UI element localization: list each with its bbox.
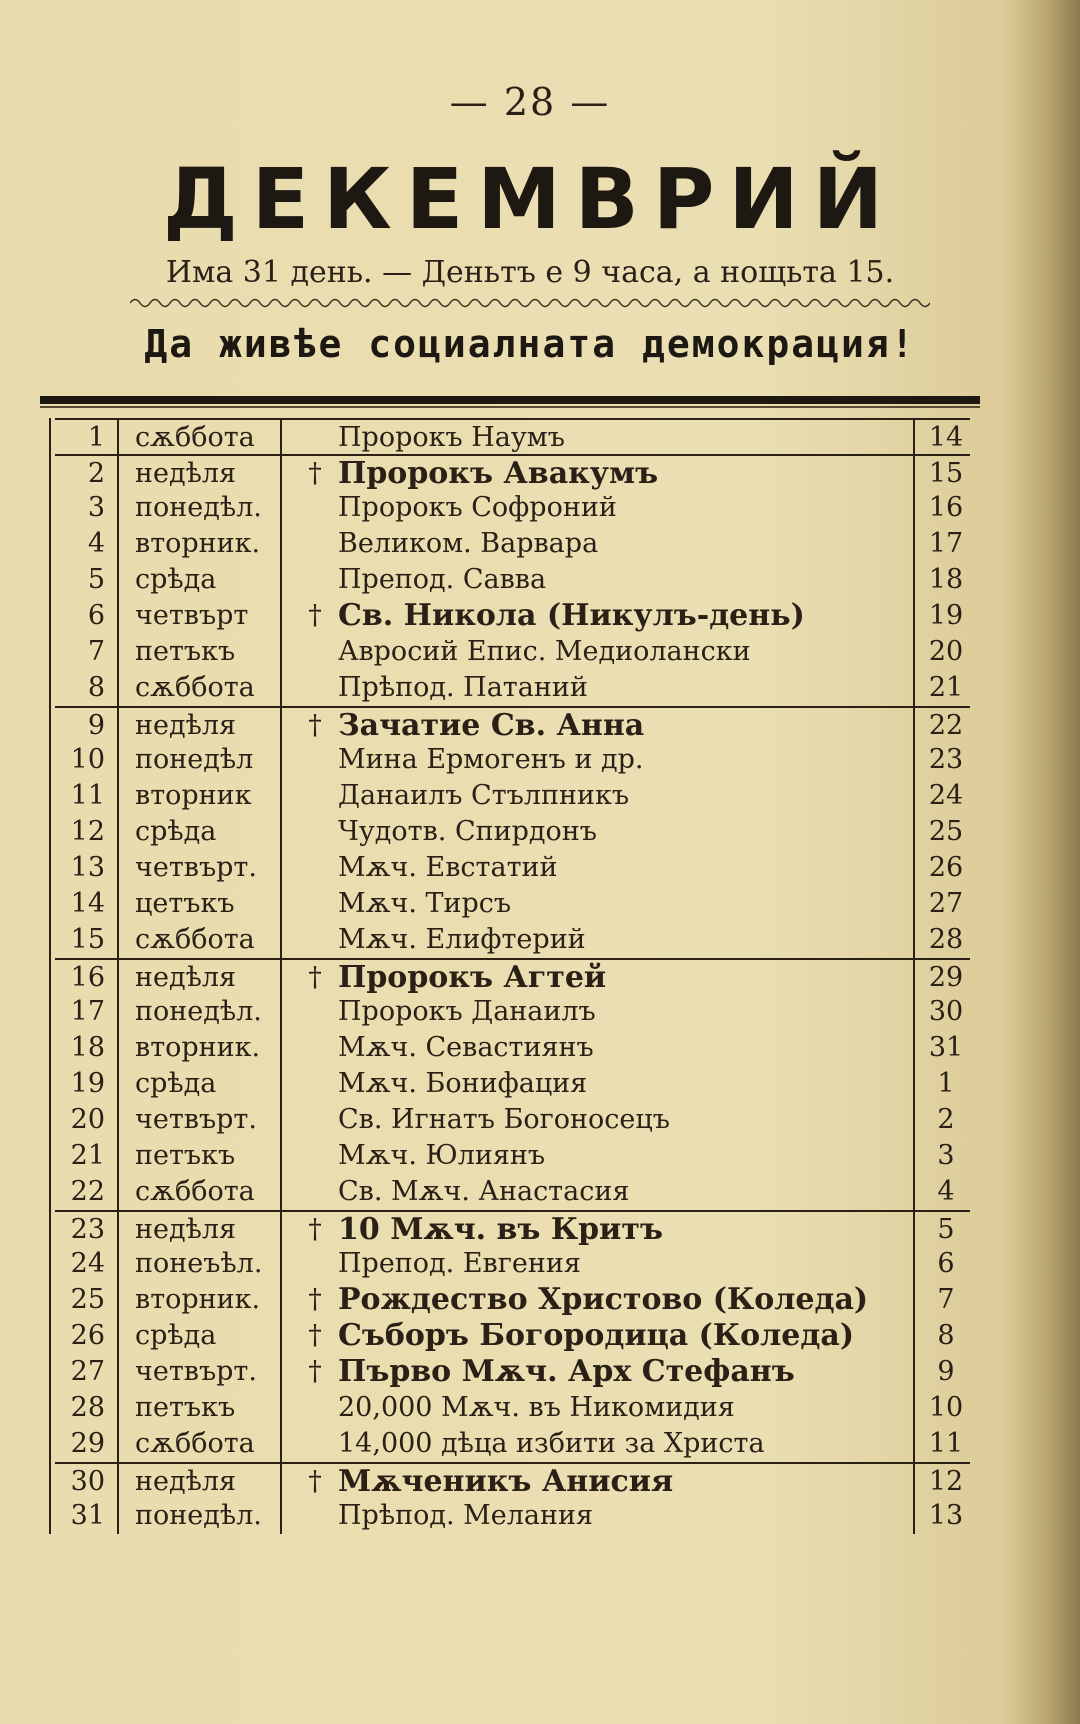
calendar-row [55,742,970,778]
saint-name: Чудотв. Спирдонъ [338,816,597,847]
calendar-row [55,778,970,814]
weekday-name: понедѣл. [135,492,262,523]
saint-name: Първо Мѫч. Арх Стефанъ [338,1354,795,1389]
saint-name: Мѫч. Юлиянъ [338,1140,546,1171]
weekday-name: сѫббота [135,1428,255,1459]
old-style-date: 9 [937,1356,955,1387]
saint-name: Мина Ермогенъ и др. [338,744,644,775]
calendar-row [55,418,970,454]
saint-name: Великом. Варвара [338,528,599,559]
old-style-date: 10 [928,1392,964,1423]
old-style-date: 11 [928,1428,964,1459]
weekday-name: петъкъ [135,1140,236,1171]
old-style-date: 19 [928,600,964,631]
heavy-rule [40,396,980,404]
weekday-name: недѣля [135,710,237,741]
weekday-name: срѣда [135,564,217,595]
old-style-date: 17 [928,528,964,559]
old-style-date: 13 [928,1500,964,1531]
weekday-name: понедѣл. [135,1500,262,1531]
weekday-name: понеъѣл. [135,1248,263,1279]
calendar-row [55,1426,970,1462]
old-style-date: 25 [928,816,964,847]
month-title: ДЕКЕМВРИЙ [162,150,897,248]
feast-cross: † [308,458,322,489]
old-style-date: 31 [928,1032,964,1063]
feast-cross: † [308,600,322,631]
saint-name: Зачатие Св. Анна [338,708,645,743]
old-style-date: 29 [928,962,964,993]
saint-name: 10 Мѫч. въ Критъ [338,1212,663,1247]
saint-name: Рождество Христово (Коледа) [338,1282,869,1317]
day-number: 20 [70,1104,105,1135]
divider-day [117,418,119,1534]
day-number: 21 [70,1140,105,1171]
calendar-row [55,1138,970,1174]
weekday-name: сѫббота [135,672,255,703]
day-number: 2 [87,458,105,489]
feast-cross: † [308,1320,322,1351]
weekday-name: недѣля [135,1214,237,1245]
feast-cross: † [308,1284,322,1315]
calendar-row [55,454,970,490]
weekday-name: петъкъ [135,1392,236,1423]
old-style-date: 14 [928,422,964,453]
feast-cross: † [308,710,322,741]
saint-name: Св. Игнатъ Богоносецъ [338,1104,670,1135]
old-style-date: 7 [937,1284,955,1315]
saint-name: 20,000 Мѫч. въ Никомидия [338,1392,735,1423]
day-number: 8 [87,672,105,703]
day-number: 3 [87,492,105,523]
day-number: 4 [87,528,105,559]
saint-name: Пророкъ Авакумъ [338,456,659,491]
weekday-name: срѣда [135,1068,217,1099]
weekday-name: понедѣл [135,744,254,775]
saint-name: Прѣпод. Мелания [338,1500,594,1531]
saint-name: Препод. Савва [338,564,547,595]
slogan: Да живѣе социалната демокрация! [144,322,916,366]
day-number: 16 [70,962,105,993]
weekday-name: вторник. [135,1032,261,1063]
old-style-date: 22 [928,710,964,741]
calendar-row [55,1246,970,1282]
day-number: 23 [70,1214,105,1245]
saint-name: Авросий Епис. Медиолански [338,636,751,667]
old-style-date: 12 [928,1466,964,1497]
calendar-row [55,706,970,742]
day-number: 30 [70,1466,105,1497]
calendar-row [55,1102,970,1138]
day-number: 28 [70,1392,105,1423]
weekday-name: вторник [135,780,252,811]
old-style-date: 26 [928,852,964,883]
saint-name: 14,000 дѣца избити за Христа [338,1428,765,1459]
day-number: 7 [87,636,105,667]
old-style-date: 15 [928,458,964,489]
old-style-date: 8 [937,1320,955,1351]
day-number: 9 [87,710,105,741]
saint-name: Св. Никола (Никулъ-день) [338,598,805,633]
feast-cross: † [308,1356,322,1387]
weekday-name: вторник. [135,528,261,559]
saint-name: Мѫч. Бонифация [338,1068,588,1099]
day-number: 14 [70,888,105,919]
saint-name: Прѣпод. Патаний [338,672,588,703]
saint-name: Съборъ Богородица (Коледа) [338,1318,855,1353]
saint-name: Св. Мѫч. Анастасия [338,1176,630,1207]
day-number: 10 [70,744,105,775]
day-number: 15 [70,924,105,955]
weekday-name: петъкъ [135,636,236,667]
saint-name: Пророкъ Софроний [338,492,617,523]
weekday-name: срѣда [135,816,217,847]
saint-name: Препод. Евгения [338,1248,581,1279]
day-number: 5 [87,564,105,595]
day-number: 12 [70,816,105,847]
calendar-row [55,634,970,670]
old-style-date: 1 [937,1068,955,1099]
weekday-name: недѣля [135,962,237,993]
old-style-date: 23 [928,744,964,775]
day-number: 22 [70,1176,105,1207]
day-number: 18 [70,1032,105,1063]
saint-name: Мѫченикъ Анисия [338,1464,674,1499]
weekday-name: четвърт. [135,1104,257,1135]
wavy-divider [130,296,930,310]
saint-name: Мѫч. Севастиянъ [338,1032,594,1063]
saint-name: Мѫч. Елифтерий [338,924,586,955]
feast-cross: † [308,1466,322,1497]
calendar-row [55,1210,970,1246]
calendar-row [55,598,970,634]
old-style-date: 4 [937,1176,955,1207]
calendar-table [55,418,970,1534]
day-number: 13 [70,852,105,883]
calendar-row [55,562,970,598]
old-style-date: 3 [937,1140,955,1171]
old-style-date: 21 [928,672,964,703]
calendar-row [55,922,970,958]
old-style-date: 20 [928,636,964,667]
weekday-name: недѣля [135,458,237,489]
calendar-row [55,886,970,922]
feast-cross: † [308,1214,322,1245]
old-style-date: 24 [928,780,964,811]
calendar-row [55,1066,970,1102]
saint-name: Пророкъ Агтей [338,960,607,995]
day-number: 19 [70,1068,105,1099]
old-style-date: 28 [928,924,964,955]
day-number: 24 [70,1248,105,1279]
day-number: 27 [70,1356,105,1387]
day-number: 26 [70,1320,105,1351]
old-style-date: 16 [928,492,964,523]
weekday-name: срѣда [135,1320,217,1351]
divider-weekday [280,418,282,1534]
calendar-row [55,1390,970,1426]
day-number: 11 [70,780,105,811]
calendar-row [55,1498,970,1534]
thin-rule [40,406,980,408]
calendar-row [55,1462,970,1498]
day-number: 6 [87,600,105,631]
calendar-row [55,958,970,994]
weekday-name: понедѣл. [135,996,262,1027]
old-style-date: 5 [937,1214,955,1245]
weekday-name: четвърт. [135,1356,257,1387]
old-style-date: 27 [928,888,964,919]
month-subtitle: Има 31 день. — Деньтъ е 9 часа, а нощьта 15. [165,255,895,290]
saint-name: Данаилъ Стълпникъ [338,780,630,811]
weekday-name: сѫббота [135,422,255,453]
weekday-name: четвърт. [135,852,257,883]
divider-left-border [49,418,51,1534]
calendar-row [55,814,970,850]
calendar-row [55,850,970,886]
day-number: 1 [87,422,105,453]
day-number: 17 [70,996,105,1027]
weekday-name: сѫббота [135,924,255,955]
weekday-name: сѫббота [135,1176,255,1207]
calendar-row [55,526,970,562]
old-style-date: 6 [937,1248,955,1279]
old-style-date: 18 [928,564,964,595]
weekday-name: четвърт [135,600,249,631]
saint-name: Пророкъ Наумъ [338,422,565,453]
calendar-row [55,490,970,526]
weekday-name: недѣля [135,1466,237,1497]
calendar-row [55,1030,970,1066]
day-number: 25 [70,1284,105,1315]
calendar-row [55,670,970,706]
day-number: 29 [70,1428,105,1459]
weekday-name: цетъкъ [135,888,235,919]
old-style-date: 2 [937,1104,955,1135]
calendar-row [55,994,970,1030]
saint-name: Мѫч. Евстатий [338,852,558,883]
calendar-row [55,1282,970,1318]
old-style-date: 30 [928,996,964,1027]
weekday-name: вторник. [135,1284,261,1315]
calendar-row [55,1318,970,1354]
calendar-row [55,1354,970,1390]
saint-name: Мѫч. Тирсъ [338,888,512,919]
day-number: 31 [70,1500,105,1531]
feast-cross: † [308,962,322,993]
saint-name: Пророкъ Данаилъ [338,996,596,1027]
divider-old-date [913,418,915,1534]
calendar-row [55,1174,970,1210]
page-number: — 28 — [449,80,611,124]
